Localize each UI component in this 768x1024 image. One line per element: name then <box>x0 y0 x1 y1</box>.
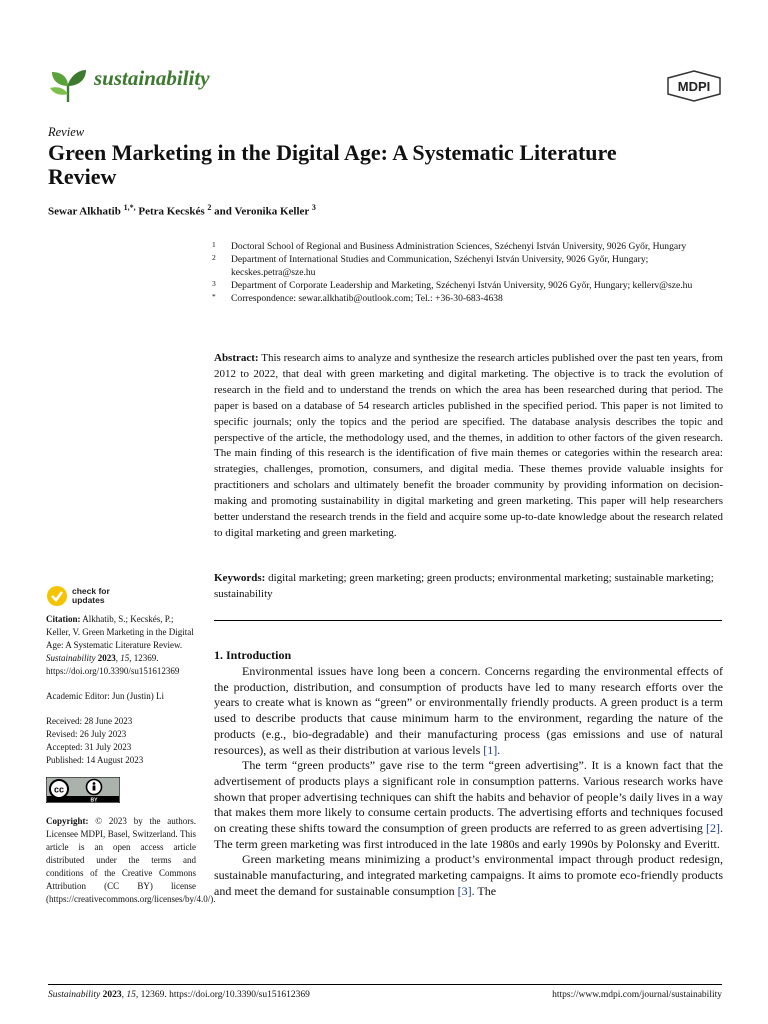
citation-link[interactable]: [2] <box>706 821 721 836</box>
article-info-sidebar <box>46 613 216 906</box>
intro-paragraph-text: Green marketing means minimizing a product’s environmental impact through product redesign, sustainable manufacturing, and integrated marketing campaigns. It aims to promote eco-friendly products and meet the demand for sustainable consumption <box>214 852 723 898</box>
affiliation-item <box>212 253 732 279</box>
check-for-updates-button[interactable] <box>46 585 110 607</box>
footer-doi-link[interactable]: , 12369. https://doi.org/10.3390/su151612369 <box>135 990 310 1000</box>
introduction-body <box>214 664 723 900</box>
keywords-section <box>214 571 723 603</box>
cc-by-label: BY <box>90 797 98 803</box>
abstract-text: This research aims to analyze and synthesize the research articles published over the past ten years, from 2012 to 2022, that deal with green marketing and digital marketing. The objective is to track the evolution of research in the field and to understand the trends on which the area has been researched during that period. The paper is based on a database of 54 research articles published in the specified period. This paper is not limited to specific journals; only the topics and the period are specified. The database analysis describes the topic and perspective of the article, the methodology used, and the themes, in addition to other factors of the given research. The main finding of this research is the identification of five main themes or categories within the research area: strategies, challenges, promotion, consumers, and digital media. These themes provide valuable insights for practitioners and scholars and ultimately benefit the broader community by providing information on decision-making and promoting sustainability in digital marketing and green marketing. This paper will help researchers better understand the research trends in the field and acquire some up-to-date knowledge about the research related to digital marketing and green marketing. <box>214 352 723 539</box>
footer-divider <box>48 984 722 985</box>
published-date: Published: 14 August 2023 <box>46 755 144 765</box>
footer-volume: 15 <box>126 990 136 1000</box>
citation-link[interactable]: [1] <box>483 742 498 757</box>
intro-paragraph-text: The term “green products” gave rise to the term “green advertising”. It is a known fact that the advertisement of products plays a significant role in consumption patterns. Various research works have shown that proper advertising techniques can shift the habits and behavior of people’s daily lives in a way that makes them more likely to consume certain products. The advertising efforts and techniques focused on creating these shifts toward the consumption of green products are referred to as green advertising <box>214 758 723 836</box>
affiliation-item <box>212 279 732 292</box>
intro-paragraph: The term “green products” gave rise to the term “green advertising”. It is a known fact that the advertisement of products plays a significant role in consumption patterns. Various research works have shown that proper advertising techniques can shift the habits and behavior of people’s daily lives in a way that makes them more likely to consume certain products. The advertising efforts and techniques focused on creating these shifts toward the consumption of green products are referred to as green advertising [2]. The term green marketing was first introduced in the late 1980s and early 1990s by Polonsky and Everitt. <box>214 758 724 851</box>
mdpi-logo <box>665 70 723 107</box>
affiliation-number: 1 <box>212 240 216 249</box>
citation-label: Citation: <box>46 614 81 624</box>
intro-paragraph-text: The term green marketing was first introduced in the late 1980s and early 1990s by Polonsky and Everitt. <box>214 836 720 851</box>
author-name: Veronika Keller <box>234 205 310 218</box>
affiliations-list <box>212 240 732 305</box>
citation-year: 2023 <box>97 653 116 663</box>
received-date: Received: 28 June 2023 <box>46 716 133 726</box>
affiliation-text: Department of International Studies and Communication, Széchenyi István University, 9026 Győr, Hungary; kecskes.petra@sze.hu <box>231 254 649 278</box>
affiliation-item <box>212 240 732 253</box>
footer-journal-url[interactable]: https://www.mdpi.com/journal/sustainability <box>552 990 722 1000</box>
intro-paragraph: Environmental issues have long been a concern. Concerns regarding the environmental effects of the production, distribution, and consumption of products have led to many research efforts over the years to create what is known as “green” or environmentally friendly products. A green product is a term used to describe products that cause minimum harm to the environment, regarding the nature of the products (e.g., bio-degradable) and their manufacturing process (gas emissions and use of natural resources), as well as their distribution at various levels [1]. <box>214 664 723 757</box>
author-name: Petra Kecskés <box>138 205 205 218</box>
journal-leaf-logo-icon <box>48 64 88 104</box>
footer-journal: Sustainability <box>48 990 101 1000</box>
mdpi-logo-text: MDPI <box>677 79 711 94</box>
intro-paragraph-text: Environmental issues have long been a concern. Concerns regarding the environmental effects of the production, distribution, and consumption of products have led to many research efforts over the years to create what is known as “green” or environmentally friendly products. A green product is a term used to describe products that cause minimum harm to the environment, regarding the nature of the products (e.g., bio-degradable) and their manufacturing process (gas emissions and use of natural resources), as well as their distribution at various levels <box>214 664 723 757</box>
citation-link[interactable]: [3] <box>457 883 472 898</box>
correspondence-item <box>212 292 732 305</box>
mdpi-hexagon-icon <box>665 70 723 102</box>
keywords-text: digital marketing; green marketing; green products; environmental marketing; sustainable marketing; sustainability <box>214 572 714 600</box>
affiliation-number: 2 <box>212 253 216 262</box>
author-name: Sewar Alkhatib <box>48 205 121 218</box>
correspondence-text: Correspondence: sewar.alkhatib@outlook.com; Tel.: +36-30-683-4638 <box>231 293 503 304</box>
copyright-text: © 2023 by the authors. Licensee MDPI, Basel, Switzerland. This article is an open access article distributed under the terms and conditions of the Creative Commons Attribution (CC BY) license (https://creativecommons.org/licenses/by/4.0/). <box>46 816 216 904</box>
intro-paragraph: Green marketing means minimizing a product’s environmental impact through product redesign, sustainable manufacturing, and integrated marketing campaigns. It aims to promote eco-friendly products and meet the demand for sustainable consumption [3]. The <box>214 852 723 898</box>
copyright-label: Copyright: <box>46 816 89 826</box>
affiliation-number: 3 <box>212 279 216 288</box>
article-type: Review <box>48 125 85 139</box>
author-affiliation-marker: 3 <box>311 203 316 212</box>
footer-citation: Sustainability 2023, 15, 12369. https://doi.org/10.3390/su151612369 <box>48 990 310 1000</box>
abstract-section <box>214 351 723 542</box>
cc-by-license-icon[interactable] <box>46 777 120 803</box>
citation-journal: Sustainability <box>46 653 96 663</box>
introduction-heading: 1. Introduction <box>214 648 292 662</box>
author-conjunction: and <box>214 205 232 218</box>
author-affiliation-marker: 1,*, <box>123 203 136 212</box>
copyright-block <box>46 815 216 906</box>
citation-authors: Alkhatib, S.; Kecskés, P.; Keller, V. Green Marketing in the Digital Age: A Systematic Literature Review. <box>46 614 194 650</box>
academic-editor: Academic Editor: Jun (Justin) Li <box>46 691 164 701</box>
abstract-label: Abstract: <box>214 352 259 364</box>
affiliation-number: * <box>212 292 216 301</box>
affiliation-text: Department of Corporate Leadership and Marketing, Széchenyi István University, 9026 Győr, Hungary; kellerv@sze.hu <box>231 280 693 291</box>
citation-volume: 15 <box>120 653 130 663</box>
check-updates-line1: check for <box>72 586 110 596</box>
revised-date: Revised: 26 July 2023 <box>46 729 127 739</box>
journal-name: sustainability <box>94 66 210 90</box>
section-divider <box>214 620 722 621</box>
footer-year: 2023 <box>102 990 122 1000</box>
accepted-date: Accepted: 31 July 2023 <box>46 742 132 752</box>
article-title: Green Marketing in the Digital Age: A Systematic Literature Review <box>48 140 617 189</box>
citation-block: Citation: Alkhatib, S.; Kecskés, P.; Keller, V. Green Marketing in the Digital Age: A Systematic Literature Review. Sustainability 2023, 15, 12369. https://doi.org/10.3390/su151612369 <box>46 614 194 676</box>
author-affiliation-marker: 2 <box>207 203 212 212</box>
intro-paragraph-text: The <box>477 883 497 898</box>
citation-doi-link[interactable]: , 12369. https://doi.org/10.3390/su151612369 <box>46 653 180 676</box>
author-list <box>48 203 316 218</box>
svg-text:cc: cc <box>53 784 65 795</box>
check-updates-line2: updates <box>72 595 105 605</box>
check-updates-icon <box>46 585 68 607</box>
keywords-label: Keywords: <box>214 572 266 584</box>
affiliation-text: Doctoral School of Regional and Business Administration Sciences, Széchenyi István University, 9026 Győr, Hungary <box>231 241 687 252</box>
